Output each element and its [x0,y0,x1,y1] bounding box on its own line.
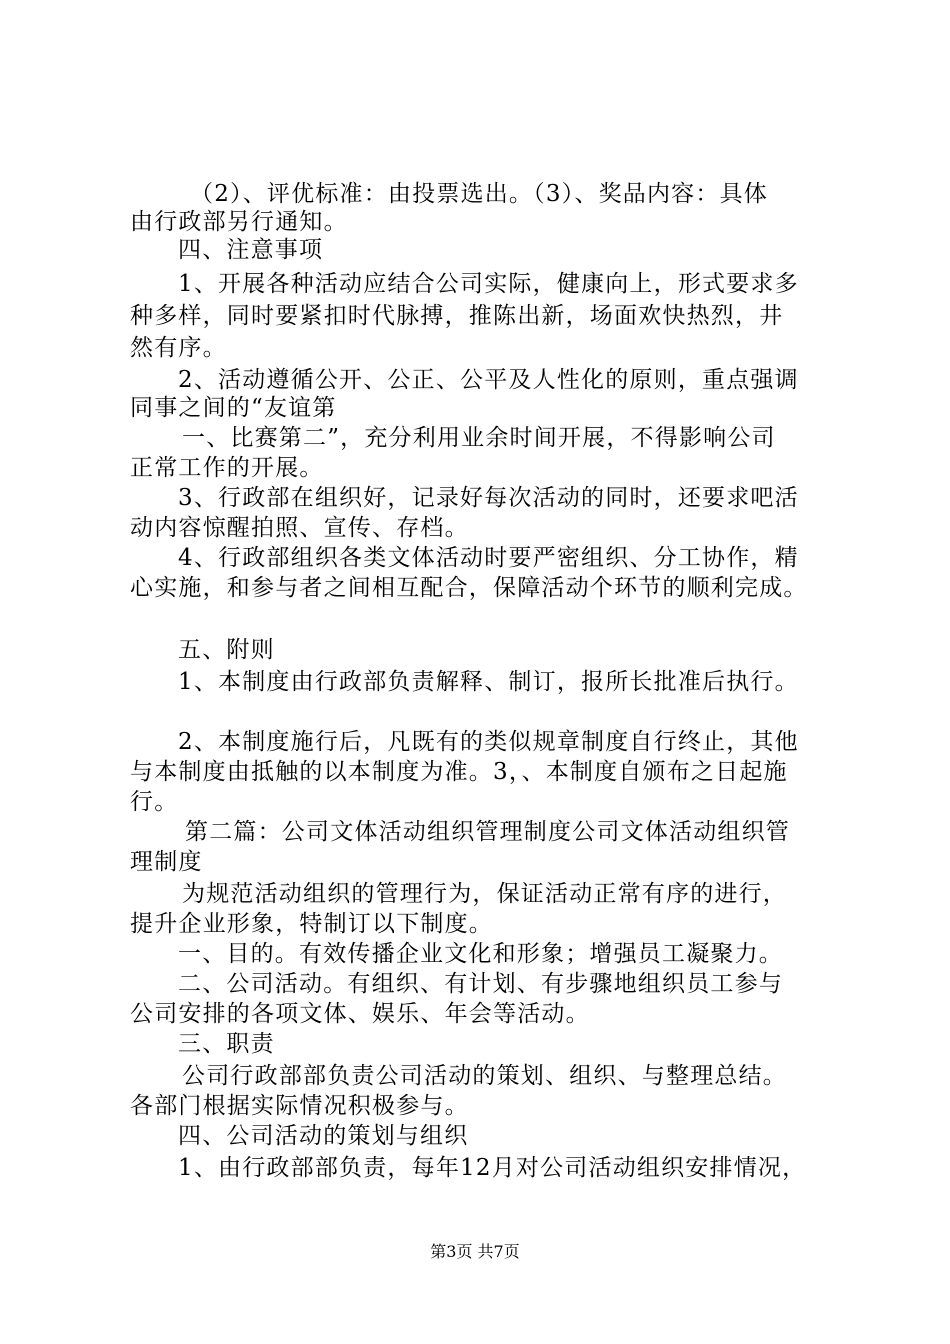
paragraph-line: 动内容惊醒拍照、宣传、存档。 [130,515,469,541]
chapter-title: 第二篇：公司文体活动组织管理制度公司文体活动组织管 [185,819,790,845]
paragraph-line: 然有序。 [130,335,227,361]
paragraph-line: 3、行政部在组织好，记录好每次活动的同时，还要求吧活 [178,485,799,511]
section-heading: 三、职责 [178,1031,275,1057]
section-heading: 四、注意事项 [178,237,324,263]
paragraph-line: 正常工作的开展。 [130,455,324,481]
paragraph-line: 公司安排的各项文体、娱乐、年会等活动。 [130,1001,590,1027]
paragraph-line: 二、公司活动。有组织、有计划、有步骤地组织员工参与 [178,971,783,997]
paragraph-line: 提升企业形象，特制订以下制度。 [130,911,493,937]
paragraph-line: 种多样，同时要紧扣时代脉搏，推陈出新，场面欢快热烈，井 [130,303,784,329]
paragraph-line: 各部门根据实际情况积极参与。 [130,1093,469,1119]
paragraph-line: 一、目的。有效传播企业文化和形象；增强员工凝聚力。 [178,941,783,967]
paragraph-line: 1、开展各种活动应结合公司实际，健康向上，形式要求多 [178,271,799,297]
paragraph-line: 心实施，和参与者之间相互配合，保障活动个环节的顺利完成。 [130,575,808,601]
paragraph-line: 2、活动遵循公开、公正、公平及人性化的原则，重点强调 [178,367,799,393]
paragraph-line: 与本制度由抵触的以本制度为准。3，、本制度自颁布之日起施 [130,759,788,785]
paragraph-line: 1、本制度由行政部负责解释、制订，报所长批准后执行。 [178,669,799,695]
paragraph-line: （2）、评优标准：由投票选出。（3）、奖品内容：具体 [190,181,768,207]
paragraph-line: 一、比赛第二”，充分利用业余时间开展，不得影响公司 [182,425,776,451]
paragraph-line: 同事之间的“友谊第 [130,395,337,421]
section-heading: 五、附则 [178,637,275,663]
paragraph-line: 4、行政部组织各类文体活动时要严密组织、分工协作，精 [178,545,799,571]
section-heading: 四、公司活动的策划与组织 [178,1123,469,1149]
paragraph-line: 由行政部另行通知。 [130,209,348,235]
paragraph-line: 1、由行政部部负责，每年12月对公司活动组织安排情况， [178,1155,807,1181]
paragraph-line: 为规范活动组织的管理行为，保证活动正常有序的进行， [182,881,787,907]
page-footer: 第3页 共7页 [430,1242,520,1261]
paragraph-line: 行。 [130,789,179,815]
chapter-title: 理制度 [130,849,203,875]
paragraph-line: 公司行政部部负责公司活动的策划、组织、与整理总结。 [182,1063,787,1089]
paragraph-line: 2、本制度施行后，凡既有的类似规章制度自行终止，其他 [178,729,799,755]
